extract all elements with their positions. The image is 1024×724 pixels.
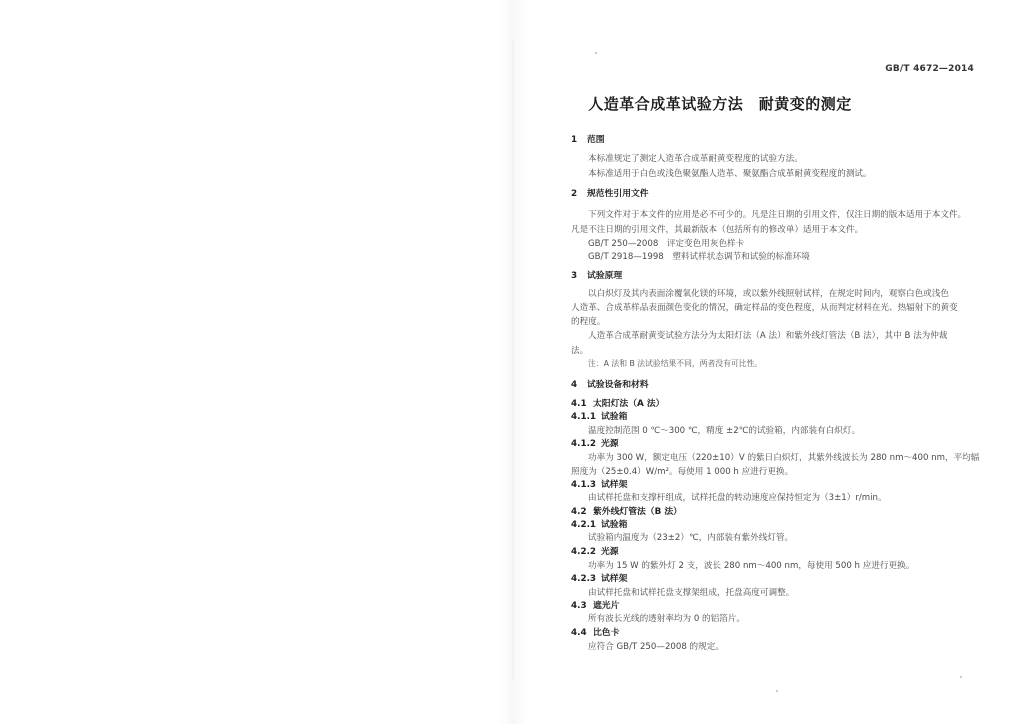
section-number: 4 — [571, 380, 578, 390]
section-heading — [571, 627, 619, 639]
section-number: 4.1 — [571, 399, 587, 409]
section-title: 比色卡 — [593, 628, 620, 638]
section-title: 试验箱 — [601, 520, 628, 530]
paragraph-line: 照度为（25±0.4）W/m²。每使用 1 000 h 应进行更换。 — [571, 467, 794, 477]
paragraph-line: 由试样托盘和支撑杆组成，试样托盘的转动速度应保持恒定为（3±1）r/min。 — [588, 493, 887, 503]
paragraph-line: GB/T 250—2008 评定变色用灰色样卡 — [588, 239, 745, 249]
section-title: 试样架 — [601, 574, 628, 584]
scan-speck — [776, 690, 778, 692]
section-heading — [571, 506, 682, 518]
section-number: 4.2.1 — [571, 520, 597, 530]
section-title: 试验箱 — [601, 412, 628, 422]
section-heading — [571, 270, 622, 282]
section-number: 4.1.2 — [571, 439, 597, 449]
paragraph-line: 功率为 15 W 的紫外灯 2 支，波长 280 nm～400 nm，每使用 500 h 应进行更换。 — [588, 561, 915, 571]
section-title: 规范性引用文件 — [587, 189, 649, 199]
section-number: 4.4 — [571, 628, 587, 638]
section-title: 光源 — [601, 547, 619, 557]
note-text: 注：A 法和 B 法试验结果不同，两者没有可比性。 — [588, 359, 763, 368]
paragraph-line: 凡是不注日期的引用文件，其最新版本（包括所有的修改单）适用于本文件。 — [571, 225, 864, 235]
section-heading — [571, 379, 649, 391]
section-title: 范围 — [587, 135, 605, 145]
section-title: 试验设备和材料 — [587, 380, 649, 390]
section-heading — [571, 134, 605, 146]
section-number: 3 — [571, 271, 578, 281]
section-heading — [571, 519, 627, 531]
section-heading — [571, 398, 664, 410]
paragraph-line: 应符合 GB/T 250—2008 的规定。 — [588, 642, 724, 652]
paragraph-line: 本标准规定了测定人造革合成革耐黄变程度的试验方法。 — [588, 154, 803, 164]
document-title: 人造革合成革试验方法 耐黄变的测定 — [588, 95, 852, 113]
section-heading — [571, 600, 619, 612]
section-number: 4.3 — [571, 601, 587, 611]
paragraph-line: 人造革合成革耐黄变试验方法分为太阳灯法（A 法）和紫外线灯管法（B 法），其中 B 法为仲裁 — [588, 331, 948, 341]
section-title: 遮光片 — [593, 601, 620, 611]
section-title: 太阳灯法（A 法） — [593, 399, 665, 409]
section-number: 2 — [571, 189, 578, 199]
section-heading — [571, 546, 619, 558]
paragraph-line: 本标准适用于白色或浅色聚氨酯人造革、聚氨酯合成革耐黄变程度的测试。 — [588, 169, 872, 179]
paragraph-line: 以白炽灯及其内表面涂覆氧化镁的环境，或以紫外线照射试样，在规定时间内，观察白色或浅色 — [588, 289, 949, 299]
section-heading — [571, 188, 649, 200]
paragraph-line: GB/T 2918—1998 塑料试样状态调节和试验的标准环境 — [588, 252, 810, 262]
section-title: 试验原理 — [587, 271, 623, 281]
scan-speck — [595, 52, 597, 54]
paragraph-line: 人造革、合成革样品表面颜色变化的情况，确定样品的变色程度，从而判定材料在光、热辐射下的黄变 — [571, 303, 958, 313]
paragraph-line: 的程度。 — [571, 317, 606, 327]
section-heading — [571, 479, 627, 491]
paragraph-line: 下列文件对于本文件的应用是必不可少的。凡是注日期的引用文件，仅注日期的版本适用于本文件。 — [588, 210, 967, 220]
section-heading — [571, 573, 627, 585]
section-title: 光源 — [601, 439, 619, 449]
section-title: 试样架 — [601, 480, 628, 490]
standard-number: GB/T 4672—2014 — [885, 64, 974, 74]
paragraph-line: 功率为 300 W，额定电压（220±10）V 的紫日白炽灯，其紫外线波长为 280 nm～400 nm，平均辐 — [588, 453, 980, 463]
scan-speck — [960, 676, 962, 678]
section-number: 4.2 — [571, 507, 587, 517]
page-spine — [512, 40, 514, 680]
paragraph-line: 温度控制范围 0 ℃～300 ℃，精度 ±2℃的试验箱，内部装有白炽灯。 — [588, 426, 861, 436]
section-heading — [571, 411, 627, 423]
section-heading — [571, 438, 619, 450]
section-number: 1 — [571, 135, 578, 145]
paragraph-line: 法。 — [571, 346, 589, 356]
section-number: 4.2.2 — [571, 547, 597, 557]
paragraph-line: 所有波长光线的透射率均为 0 的铝箔片。 — [588, 614, 746, 624]
paragraph-line: 由试样托盘和试样托盘支撑架组成，托盘高度可调整。 — [588, 588, 795, 598]
section-number: 4.1.3 — [571, 480, 597, 490]
section-number: 4.1.1 — [571, 412, 597, 422]
paragraph-line: 试验箱内温度为（23±2）℃，内部装有紫外线灯管。 — [588, 533, 794, 543]
section-number: 4.2.3 — [571, 574, 597, 584]
section-title: 紫外线灯管法（B 法） — [593, 507, 682, 517]
